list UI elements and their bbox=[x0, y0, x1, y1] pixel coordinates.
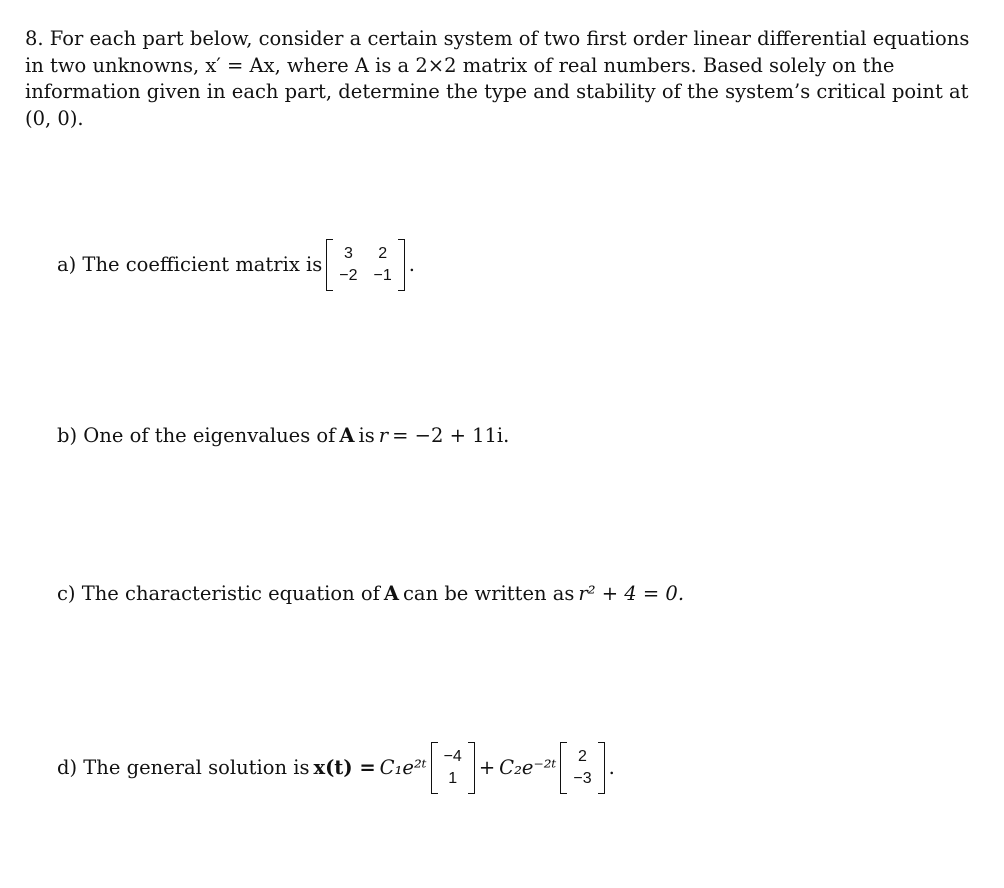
coefficient-matrix bbox=[326, 239, 405, 291]
plus-sign: + bbox=[478, 756, 496, 779]
vector-entry: −4 bbox=[443, 748, 462, 765]
vector-entry: 2 bbox=[578, 748, 587, 765]
intro-text: 8. For each part below, consider a certain system of two first order linear differential equations in two unknowns, x′ = Ax, where A is a 2×2 matrix of real numbers. Based solely on the information given in each part, determine the type and stability of the system’s critical point at (0, 0). bbox=[25, 27, 970, 130]
part-a-suffix: . bbox=[408, 253, 415, 276]
matrix-entry: −1 bbox=[373, 267, 392, 284]
characteristic-equation: r² + 4 = 0. bbox=[578, 582, 685, 605]
right-bracket bbox=[468, 742, 475, 794]
part-d-prefix: d) The general solution is bbox=[57, 756, 310, 779]
matrix-entry: −2 bbox=[339, 267, 358, 284]
right-bracket bbox=[398, 239, 405, 291]
matrix-entry: 3 bbox=[343, 245, 353, 262]
part-a-prefix: a) The coefficient matrix is bbox=[57, 253, 323, 276]
part-b-is: is bbox=[358, 424, 375, 447]
eigenvalue-symbol: r bbox=[378, 424, 389, 447]
problem-intro bbox=[25, 26, 975, 132]
vector-entry: −3 bbox=[573, 770, 592, 787]
right-bracket bbox=[598, 742, 605, 794]
left-bracket bbox=[326, 239, 333, 291]
part-b-prefix: b) One of the eigenvalues of bbox=[57, 424, 336, 447]
left-bracket bbox=[431, 742, 438, 794]
matrix-symbol: A bbox=[339, 424, 355, 447]
part-c bbox=[57, 581, 684, 607]
eigenvector-1 bbox=[431, 742, 475, 794]
eigenvector-2 bbox=[560, 742, 604, 794]
part-a bbox=[57, 239, 415, 291]
solution-lhs: x(t) = bbox=[313, 756, 376, 779]
term-1-coefficient: C₁e²ᵗ bbox=[379, 756, 427, 779]
part-c-middle: can be written as bbox=[403, 582, 575, 605]
term-2-coefficient: C₂e⁻²ᵗ bbox=[499, 756, 557, 779]
part-d bbox=[57, 742, 615, 794]
matrix-symbol: A bbox=[383, 582, 400, 605]
eigenvalue-value: = −2 + 11i. bbox=[392, 424, 510, 447]
matrix-entry: 2 bbox=[378, 245, 388, 262]
part-d-suffix: . bbox=[608, 756, 615, 779]
vector-entry: 1 bbox=[448, 770, 458, 787]
part-c-prefix: c) The characteristic equation of bbox=[57, 582, 380, 605]
part-b bbox=[57, 423, 509, 449]
left-bracket bbox=[560, 742, 567, 794]
